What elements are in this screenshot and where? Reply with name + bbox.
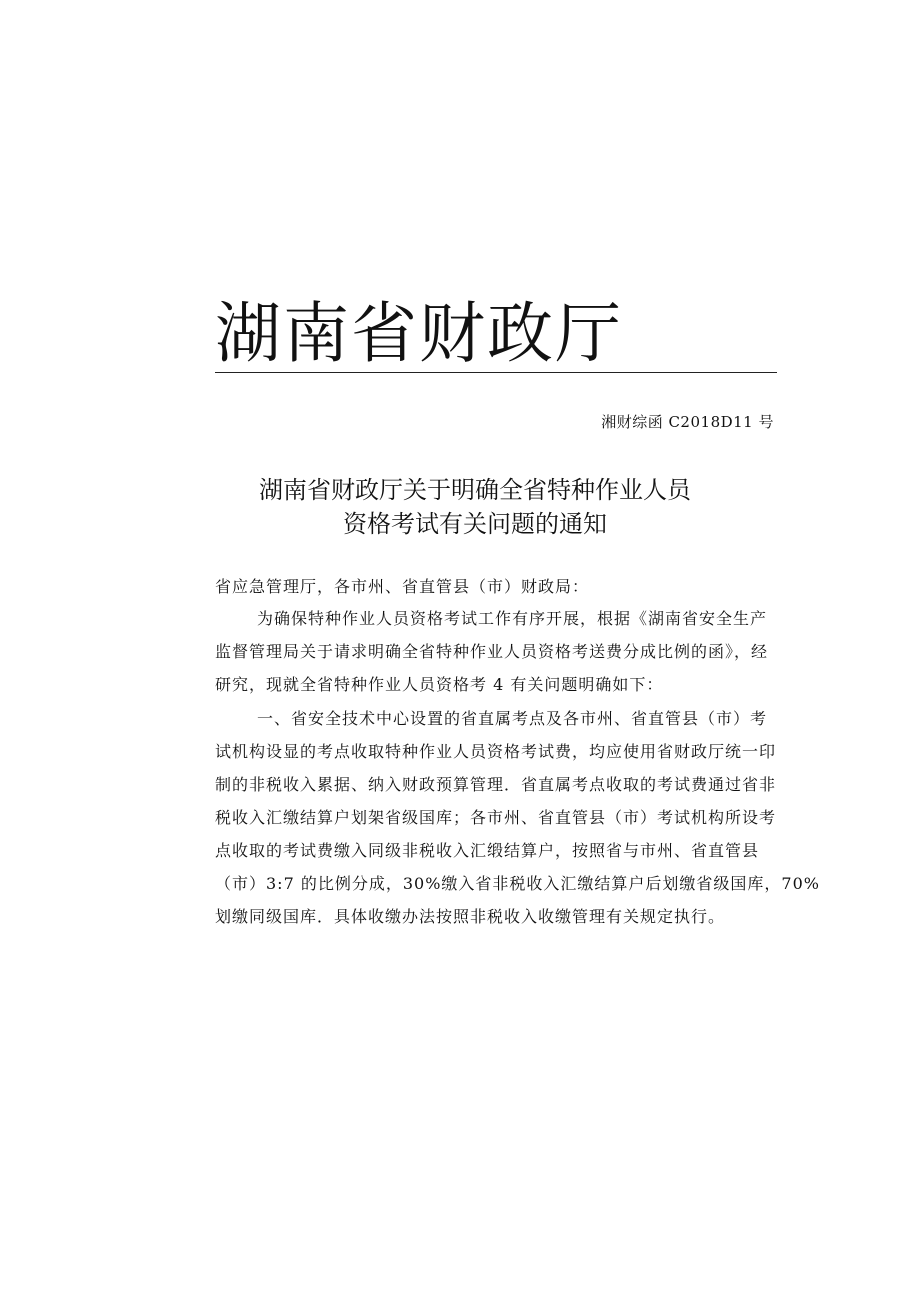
text-line: 监督管理局关于请求明确全省特种作业人员资格考送费分成比例的函》，经 xyxy=(215,642,769,661)
text-line: 划缴同级国库．具体收缴办法按照非税收入收缴管理有关规定执行。 xyxy=(215,907,726,926)
masthead-issuer: 湖南省财政厅 xyxy=(215,295,623,372)
text-line: （市）3:7 的比例分成，30%缴入省非税收入汇缴结算户后划缴省级国库，70% xyxy=(215,874,820,893)
text-line: 试机构设显的考点收取特种作业人员资格考试费，均应使用省财政厅统一印 xyxy=(215,742,777,761)
masthead-rule xyxy=(215,372,777,373)
document-title-line: 资格考试有关问题的通知 xyxy=(343,510,607,538)
document-title-line: 湖南省财政厅关于明确全省特种作业人员 xyxy=(259,476,691,504)
text-line: 研究，现就全省特种作业人员资格考 4 有关问题明确如下： xyxy=(215,675,664,694)
paragraph-item-1 xyxy=(215,702,820,933)
text-line: 税收入汇缴结算户划架省级国库；各市州、省直管县（市）考试机构所设考 xyxy=(215,808,777,827)
document-number: 湘财综函 C2018D11 号 xyxy=(601,413,774,431)
paragraph-intro xyxy=(215,602,775,701)
text-line: 制的非税收入累据、纳入财政预算管理．省直属考点收取的考试费通过省非 xyxy=(215,775,777,794)
text-line: 点收取的考试费缴入同级非税收入汇缎结算户，按照省与市州、省直管县 xyxy=(215,841,760,860)
text-line: 为确保特种作业人员资格考试工作有序开展，根据《湖南省安全生产 xyxy=(257,609,768,628)
text-line: 一、省安全技术中心设置的省直属考点及各市州、省直管县（市）考 xyxy=(257,709,768,728)
salutation: 省应急管理厅，各市州、省直管县（市）财政局： xyxy=(215,577,590,596)
